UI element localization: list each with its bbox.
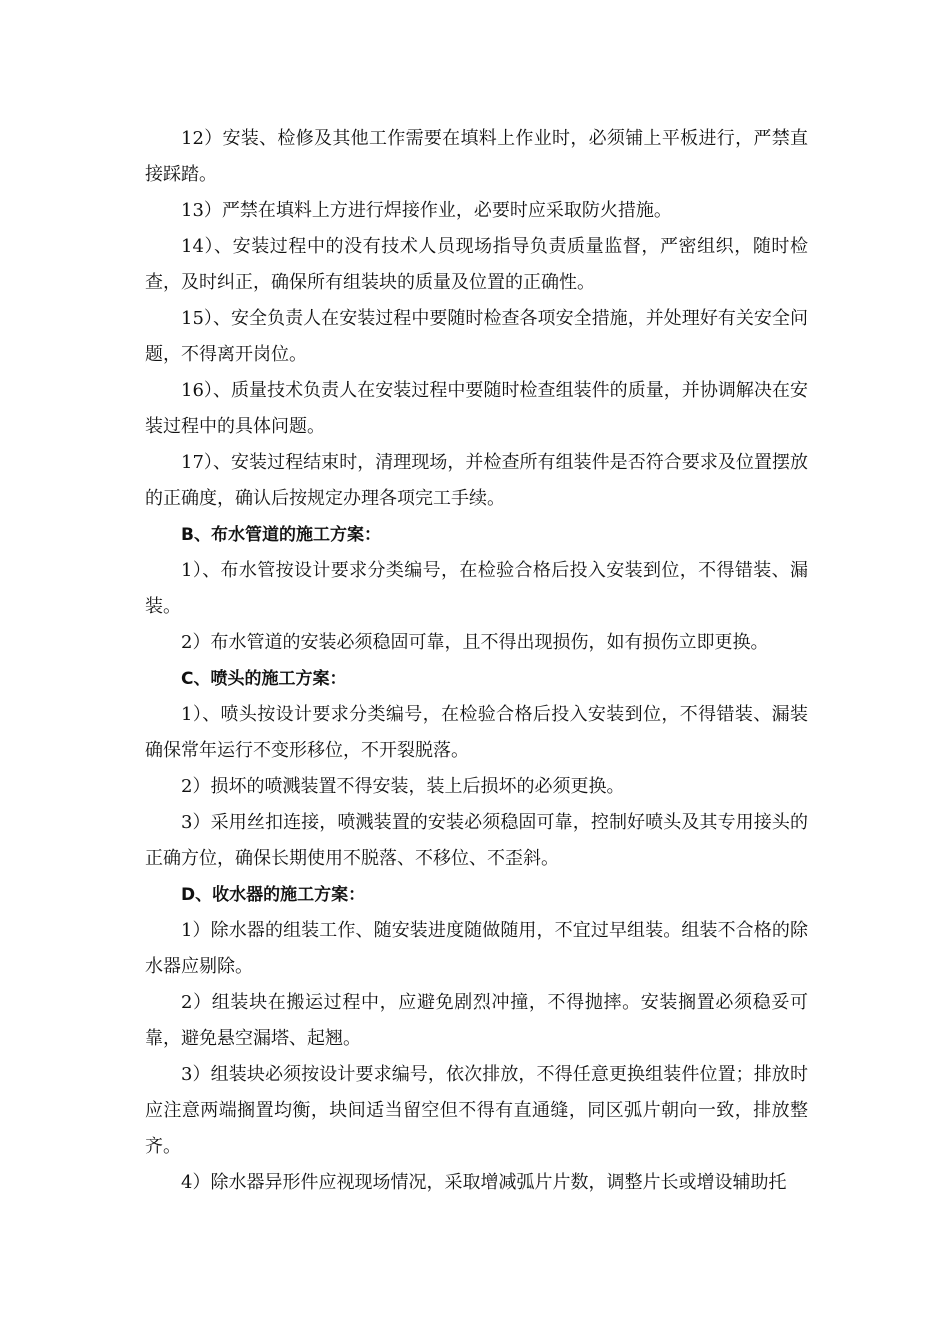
paragraph-d-1: 1）除水器的组装工作、随安装进度随做随用，不宜过早组装。组装不合格的除水器应剔除。 [145, 920, 808, 977]
section-heading-b: B、布水管道的施工方案： [181, 525, 381, 545]
paragraph-17: 17）、安装过程结束时，清理现场，并检查所有组装件是否符合要求及位置摆放的正确度，确认后按规定办理各项完工手续。 [145, 452, 808, 509]
paragraph-b-1: 1）、布水管按设计要求分类编号，在检验合格后投入安装到位，不得错装、漏装。 [145, 560, 808, 617]
paragraph-c-1: 1）、喷头按设计要求分类编号，在检验合格后投入安装到位，不得错装、漏装确保常年运行不变形移位，不开裂脱落。 [145, 704, 808, 761]
section-heading-c: C、喷头的施工方案： [181, 669, 347, 689]
paragraph-15: 15）、安全负责人在安装过程中要随时检查各项安全措施，并处理好有关安全问题，不得离开岗位。 [145, 308, 808, 365]
paragraph-16: 16）、质量技术负责人在安装过程中要随时检查组装件的质量，并协调解决在安装过程中的具体问题。 [145, 380, 808, 437]
paragraph-14: 14）、安装过程中的没有技术人员现场指导负责质量监督，严密组织，随时检查，及时纠正，确保所有组装块的质量及位置的正确性。 [145, 236, 808, 293]
paragraph-c-2: 2）损坏的喷溅装置不得安装，装上后损坏的必须更换。 [181, 776, 625, 797]
paragraph-d-2: 2）组装块在搬运过程中，应避免剧烈冲撞，不得抛摔。安装搁置必须稳妥可靠，避免悬空漏塔、起翘。 [145, 992, 808, 1049]
section-heading-d: D、收水器的施工方案： [181, 885, 366, 905]
paragraph-c-3: 3）采用丝扣连接，喷溅装置的安装必须稳固可靠，控制好喷头及其专用接头的正确方位，确保长期使用不脱落、不移位、不歪斜。 [145, 812, 808, 869]
paragraph-d-3: 3）组装块必须按设计要求编号，依次排放，不得任意更换组装件位置；排放时应注意两端搁置均衡，块间适当留空但不得有直通缝，同区弧片朝向一致，排放整齐。 [145, 1064, 808, 1157]
paragraph-d-4: 4）除水器异形件应视现场情况，采取增减弧片片数，调整片长或增设辅助托 [181, 1172, 787, 1193]
paragraph-12: 12）安装、检修及其他工作需要在填料上作业时，必须铺上平板进行，严禁直接踩踏。 [145, 128, 808, 185]
document-body [145, 121, 808, 1201]
paragraph-13: 13）严禁在填料上方进行焊接作业，必要时应采取防火措施。 [181, 200, 672, 221]
paragraph-b-2: 2）布水管道的安装必须稳固可靠，且不得出现损伤，如有损伤立即更换。 [181, 632, 769, 653]
